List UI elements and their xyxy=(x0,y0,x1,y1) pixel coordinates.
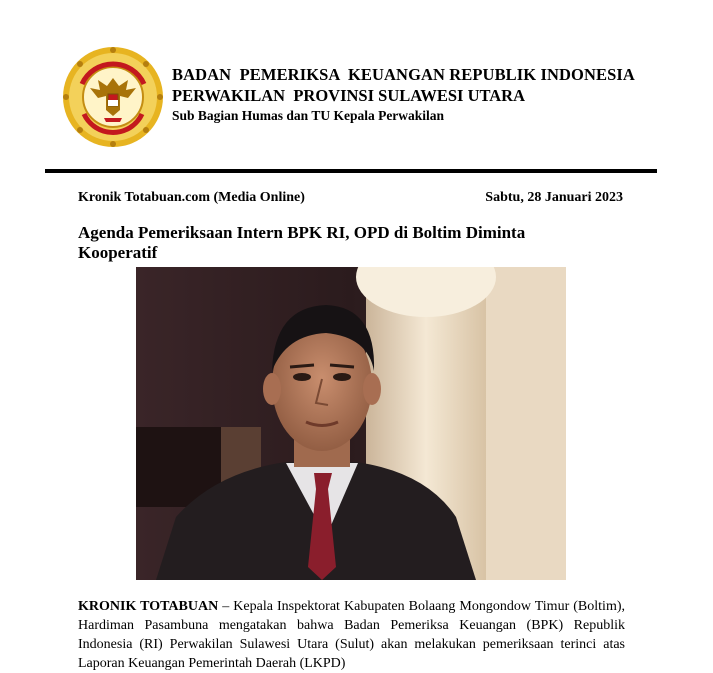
lead-label: KRONIK TOTABUAN xyxy=(78,599,219,614)
org-branch: PERWAKILAN PROVINSI SULAWESI UTARA xyxy=(172,86,526,105)
article-headline: Agenda Pemeriksaan Intern BPK RI, OPD di Boltim Diminta Kooperatif xyxy=(78,223,526,262)
article-date: Sabtu, 28 Januari 2023 xyxy=(485,190,623,205)
article-body xyxy=(78,597,625,673)
org-name: BADAN PEMERIKSA KEUANGAN REPUBLIK INDONESIA xyxy=(172,65,635,84)
header-divider xyxy=(45,169,657,173)
letterhead xyxy=(172,64,635,125)
bpk-emblem-logo xyxy=(60,44,166,150)
org-subdivision: Sub Bagian Humas dan TU Kepala Perwakilan xyxy=(172,108,445,123)
article-source: Kronik Totabuan.com (Media Online) xyxy=(78,190,305,205)
lead-text: – Kepala Inspektorat Kabupaten Bolaang Mongondow Timur (Boltim), Hardiman Pasambuna mengatakan bahwa Badan Pemeriksa Keuangan (BPK) Republik Indonesia (RI) Perwakilan Sulawesi Utara (Sulut) akan melakukan pemeriksaan terinci atas Laporan Keuangan Pemerintah Daerah (LKPD) xyxy=(78,599,625,671)
article-photo xyxy=(136,267,566,580)
